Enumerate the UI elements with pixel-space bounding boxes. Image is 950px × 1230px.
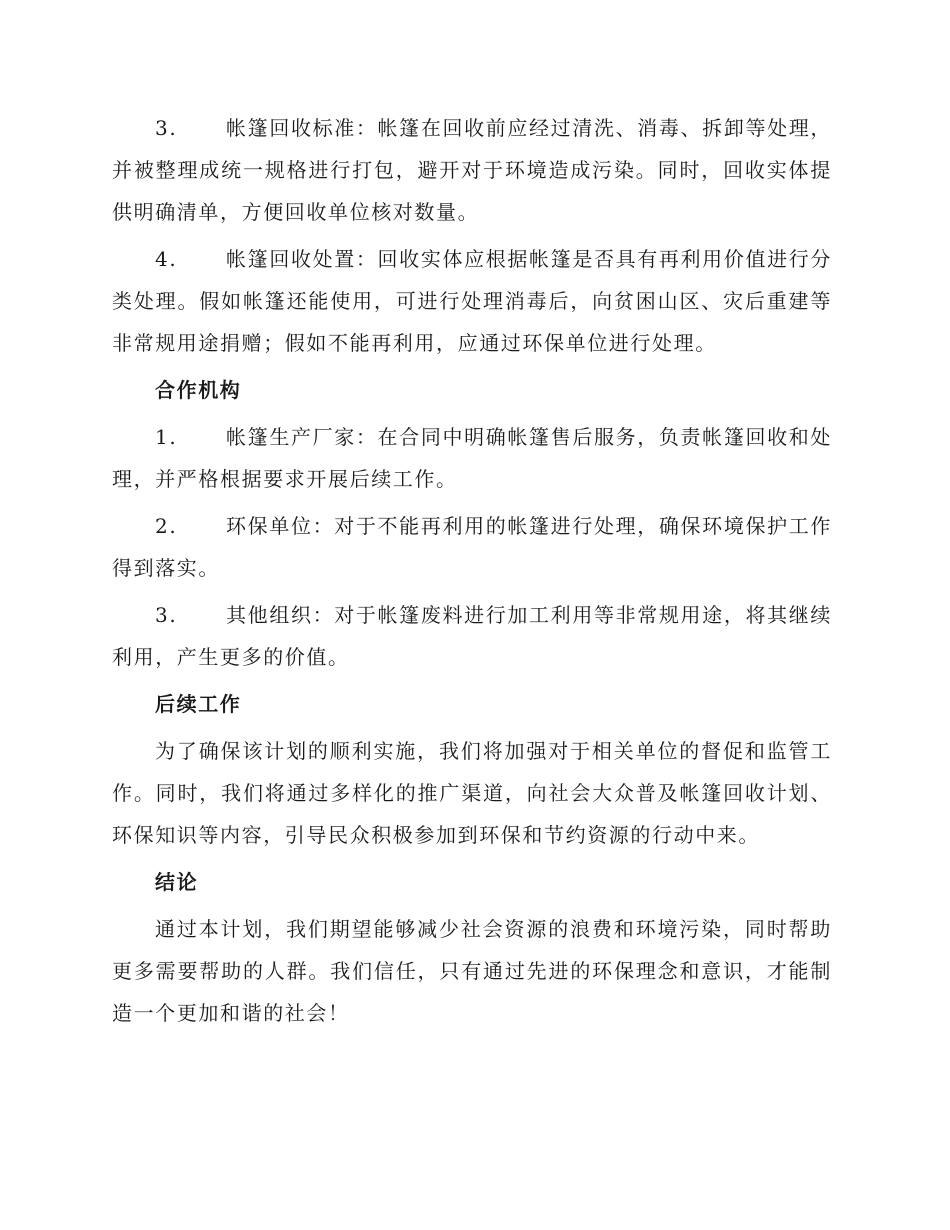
partner-item-other-organizations — [112, 594, 832, 678]
item-number: 2. — [155, 514, 178, 538]
followup-heading: 后续工作 — [155, 692, 242, 716]
item-number: 3. — [155, 603, 178, 627]
conclusion-heading: 结论 — [155, 870, 199, 894]
item-number: 3. — [155, 116, 178, 140]
document-page — [112, 107, 832, 1039]
recycle-standard-item — [112, 107, 832, 233]
followup-paragraph: 为了确保该计划的顺利实施，我们将加强对于相关单位的督促和监管工作。同时，我们将通过多样化的推广渠道，向社会大众普及帐篷回收计划、环保知识等内容，引导民众积极参加到环保和节约资源的行动中来。 — [112, 739, 832, 847]
item-text: 环保单位：对于不能再利用的帐篷进行处理，确保环境保护工作得到落实。 — [112, 514, 832, 580]
item-text: 帐篷回收处置：回收实体应根据帐篷是否具有再利用价值进行分类处理。假如帐篷还能使用，可进行处理消毒后，向贫困山区、灾后重建等非常规用途捐赠；假如不能再利用，应通过环保单位进行处理。 — [112, 247, 832, 355]
partner-item-manufacturer — [112, 416, 832, 500]
item-number: 4. — [155, 247, 178, 271]
partner-item-environmental-unit — [112, 505, 832, 589]
partners-heading: 合作机构 — [155, 378, 242, 402]
item-text: 帐篷生产厂家：在合同中明确帐篷售后服务，负责帐篷回收和处理，并严格根据要求开展后续工作。 — [112, 425, 832, 491]
conclusion-paragraph: 通过本计划，我们期望能够减少社会资源的浪费和环境污染，同时帮助更多需要帮助的人群。我们信任，只有通过先进的环保理念和意识，才能制造一个更加和谐的社会！ — [112, 917, 832, 1025]
item-number: 1. — [155, 425, 178, 449]
recycle-disposal-item — [112, 238, 832, 364]
item-text: 其他组织：对于帐篷废料进行加工利用等非常规用途，将其继续利用，产生更多的价值。 — [112, 603, 832, 669]
item-text: 帐篷回收标准：帐篷在回收前应经过清洗、消毒、拆卸等处理，并被整理成统一规格进行打包，避开对于环境造成污染。同时，回收实体提供明确清单，方便回收单位核对数量。 — [112, 116, 832, 224]
